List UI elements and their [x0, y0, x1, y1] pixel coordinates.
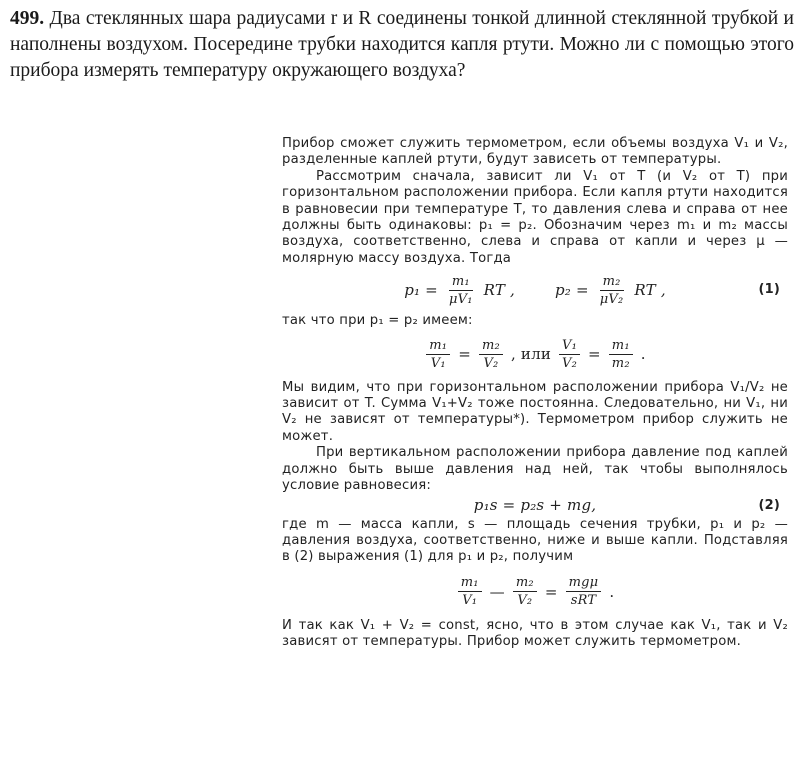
- eq2-d-num: m₁: [609, 337, 633, 355]
- solution-paragraph-7: И так как V₁ + V₂ = const, ясно, что в этом случае как V₁, так и V₂ зависят от температуры. Прибор может служить термометром.: [282, 617, 788, 650]
- eq1-lhs1: p₁ =: [404, 281, 438, 300]
- solution-paragraph-2: Рассмотрим сначала, зависит ли V₁ от T (и V₂ от T) при горизонтальном расположении прибора. Если капля ртути находится в равновесии при температуре T, то давления слева и справа от нее должны быть одинаковы: p₁ = p₂. Обозначим через m₁ и m₂ массы воздуха, соответственно, слева и справа от капли и через μ — молярную массу воздуха. Тогда: [282, 168, 788, 266]
- eq2-b-den: V₂: [483, 356, 499, 372]
- eq2-a-den: V₁: [430, 356, 446, 372]
- eq4-b-den: V₂: [517, 593, 533, 609]
- eq2-c-num: V₁: [559, 337, 580, 355]
- solution-paragraph-3: так что при p₁ = p₂ имеем:: [282, 313, 473, 329]
- solution-paragraph-5: При вертикальном расположении прибора давление под каплей должно быть выше давления над ней, так чтобы выполнялось условие равновесия:: [282, 445, 788, 494]
- eq1-lhs2: p₂ =: [555, 281, 589, 300]
- solution-paragraph-6: где m — масса капли, s — площадь сечения трубки, p₁ и p₂ — давления воздуха, соответственно, ниже и выше капли. Подставляя в (2) выражения (1) для p₁ и p₂, получим: [282, 516, 788, 565]
- eq1-rest2: RT ,: [634, 281, 666, 300]
- eq3-text: p₁s = p₂s + mg,: [473, 496, 597, 515]
- eq1-rest1: RT ,: [483, 281, 515, 300]
- eq4-b-num: m₂: [513, 574, 537, 592]
- eq4-a-den: V₁: [462, 593, 478, 609]
- eq1-den1: μV₁: [448, 291, 473, 307]
- eq4-fraction-b: [513, 574, 537, 609]
- solution: [282, 136, 788, 651]
- eq4-c-den: sRT: [570, 593, 597, 609]
- eq1-den2: μV₂: [599, 291, 624, 307]
- eq2-equals: =: [458, 345, 471, 364]
- eq4-end: .: [609, 582, 615, 601]
- eq4-c-num: mgμ: [566, 574, 602, 592]
- eq1-num1: m₁: [449, 273, 473, 291]
- equation-4: [282, 566, 788, 618]
- eq2-end: .: [640, 345, 646, 364]
- problem-statement: [10, 6, 794, 84]
- solution-paragraph-1: Прибор сможет служить термометром, если объемы воздуха V₁ и V₂, разделенные каплей ртути, будут зависеть от температуры.: [282, 136, 788, 168]
- eq2-c-den: V₂: [562, 356, 578, 372]
- eq1-number: (1): [758, 282, 780, 298]
- eq2-a-num: m₁: [426, 337, 450, 355]
- eq2-b-num: m₂: [479, 337, 503, 355]
- eq4-fraction-c: [566, 574, 602, 609]
- problem-number: 499.: [10, 8, 45, 29]
- eq4-equals: =: [544, 582, 558, 601]
- eq1-fraction-2: [597, 273, 627, 308]
- eq2-fraction-b: [479, 337, 503, 372]
- eq2-or: , или: [510, 345, 552, 364]
- eq4-minus: —: [489, 582, 505, 601]
- eq3-number: (2): [758, 497, 780, 513]
- problem-text: Два стеклянных шара радиусами r и R соединены тонкой длинной стеклянной трубкой и наполнены воздухом. Посередине трубки находится капля ртути. Можно ли с помощью этого прибора измерять температуру окружающего воздуха?: [10, 8, 794, 81]
- equation-2: [282, 330, 788, 380]
- eq2-equals-2: =: [588, 345, 601, 364]
- equation-3: [282, 495, 788, 517]
- eq2-fraction-d: [609, 337, 633, 372]
- solution-paragraph-4: Мы видим, что при горизонтальном расположении прибора V₁/V₂ не зависит от T. Сумма V₁+V₂ тоже постоянна. Следовательно, ни V₁, ни V₂ не зависят от температуры*). Термометром прибор служить не может.: [282, 379, 788, 444]
- eq2-fraction-a: [426, 337, 450, 372]
- eq2-d-den: m₂: [611, 356, 630, 372]
- eq4-fraction-a: [458, 574, 482, 609]
- equation-1: [282, 267, 788, 313]
- eq4-a-num: m₁: [458, 574, 482, 592]
- eq1-num2: m₂: [600, 273, 624, 291]
- eq1-fraction-1: [446, 273, 476, 308]
- eq2-fraction-c: [559, 337, 580, 372]
